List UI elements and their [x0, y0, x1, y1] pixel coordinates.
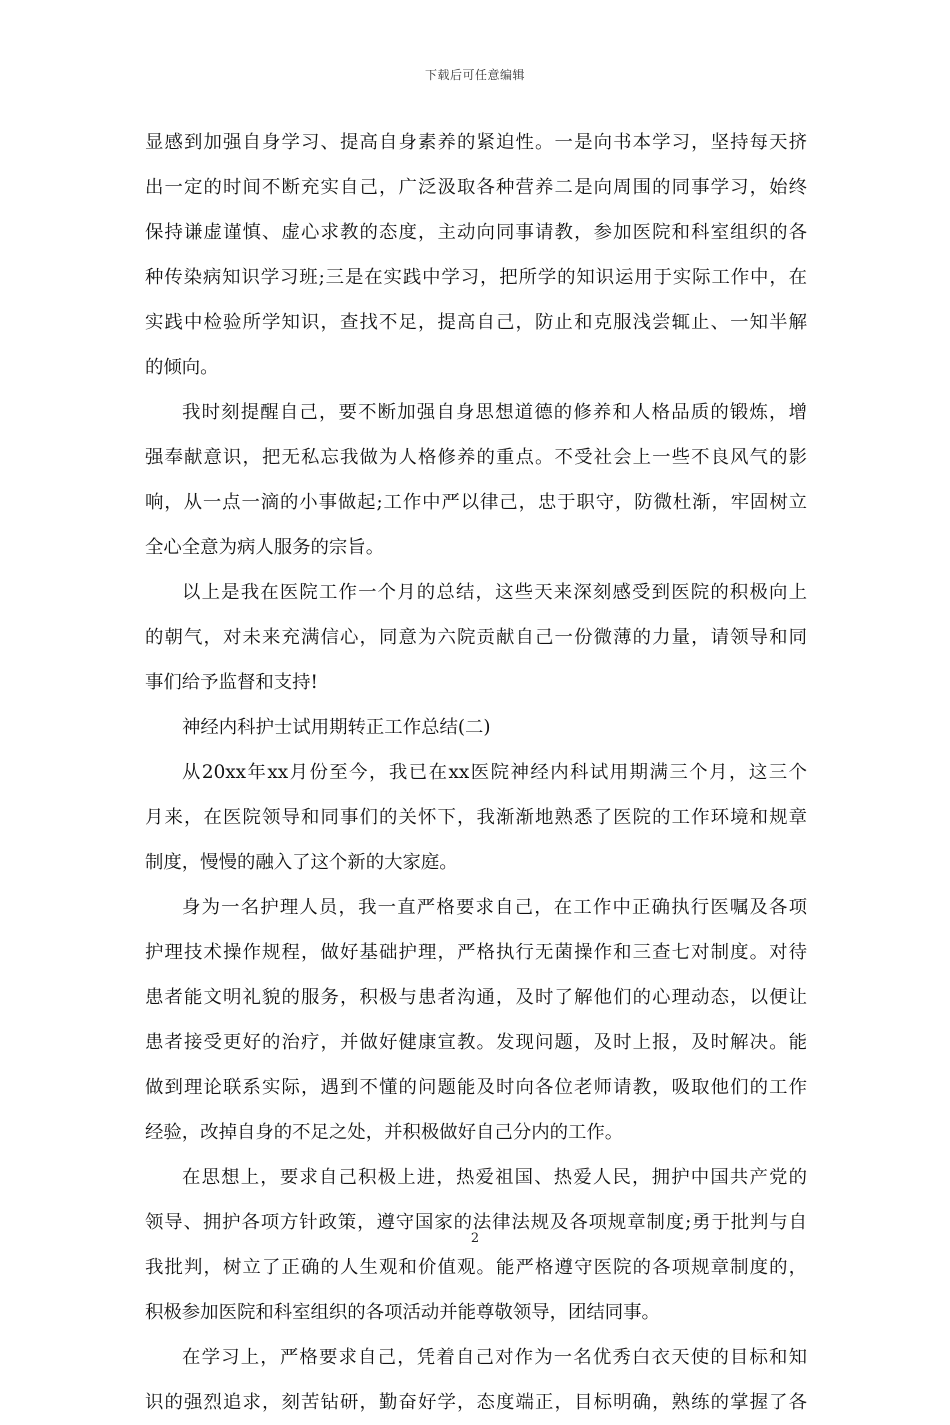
text-line: 响，从一点一滴的小事做起;工作中严以律己，忠于职守，防微杜渐，牢固树立 — [145, 492, 807, 513]
text-line: 制度，慢慢的融入了这个新的大家庭。 — [145, 852, 458, 873]
text-line: 保持谦虚谨慎、虚心求教的态度，主动向同事请教，参加医院和科室组织的各 — [145, 222, 807, 243]
text-line: 护理技术操作规程，做好基础护理，严格执行无菌操作和三查七对制度。对待 — [145, 942, 807, 963]
text-line: 做到理论联系实际，遇到不懂的问题能及时向各位老师请教，吸取他们的工作 — [145, 1077, 807, 1098]
text-line: 出一定的时间不断充实自己，广泛汲取各种营养二是向周围的同事学习，始终 — [145, 177, 807, 198]
text-line: 患者接受更好的治疗，并做好健康宣教。发现问题，及时上报，及时解决。能 — [145, 1032, 807, 1053]
text-line: 识的强烈追求，刻苦钻研，勤奋好学，态度端正，目标明确，熟练的掌握了各 — [145, 1392, 807, 1413]
page-header: 下载后可任意编辑 — [424, 68, 525, 82]
page-number: 2 — [470, 1231, 480, 1246]
text-line: 经验，改掉自身的不足之处，并积极做好自己分内的工作。 — [145, 1122, 624, 1143]
text-line: 全心全意为病人服务的宗旨。 — [145, 537, 385, 558]
text-line: 我时刻提醒自己，要不断加强自身思想道德的修养和人格品质的锻炼，增 — [182, 402, 807, 423]
text-line: 的朝气，对未来充满信心，同意为六院贡献自己一份微薄的力量，请领导和同 — [145, 627, 807, 648]
text-line: 种传染病知识学习班;三是在实践中学习，把所学的知识运用于实际工作中，在 — [145, 267, 807, 288]
text-line: 在思想上，要求自己积极上进，热爱祖国、热爱人民，拥护中国共产党的 — [182, 1167, 807, 1188]
text-line: 我批判，树立了正确的人生观和价值观。能严格遵守医院的各项规章制度的， — [145, 1257, 807, 1278]
text-line: 的倾向。 — [145, 357, 219, 378]
text-line: 显感到加强自身学习、提高自身素养的紧迫性。一是向书本学习，坚持每天挤 — [145, 132, 807, 153]
text-line: 身为一名护理人员，我一直严格要求自己，在工作中正确执行医嘱及各项 — [182, 897, 807, 918]
text-line: 在学习上，严格要求自己，凭着自己对作为一名优秀白衣天使的目标和知 — [182, 1347, 807, 1368]
text-line: 强奉献意识，把无私忘我做为人格修养的重点。不受社会上一些不良风气的影 — [145, 447, 807, 468]
text-line: 实践中检验所学知识，查找不足，提高自己，防止和克服浅尝辄止、一知半解 — [145, 312, 807, 333]
document-body — [145, 120, 807, 1425]
text-line: 领导、拥护各项方针政策，遵守国家的法律法规及各项规章制度;勇于批判与自 — [145, 1212, 807, 1233]
text-line: 月来，在医院领导和同事们的关怀下，我渐渐地熟悉了医院的工作环境和规章 — [145, 807, 807, 828]
text-line: 患者能文明礼貌的服务，积极与患者沟通，及时了解他们的心理动态，以便让 — [145, 987, 807, 1008]
text-line: 以上是我在医院工作一个月的总结，这些天来深刻感受到医院的积极向上 — [182, 582, 807, 603]
section-title: 神经内科护士试用期转正工作总结(二) — [182, 717, 491, 738]
text-line: 从20xx年xx月份至今，我已在xx医院神经内科试用期满三个月，这三个 — [182, 762, 807, 783]
text-line: 积极参加医院和科室组织的各项活动并能尊敬领导，团结同事。 — [145, 1302, 660, 1323]
text-line: 事们给予监督和支持! — [145, 672, 318, 693]
